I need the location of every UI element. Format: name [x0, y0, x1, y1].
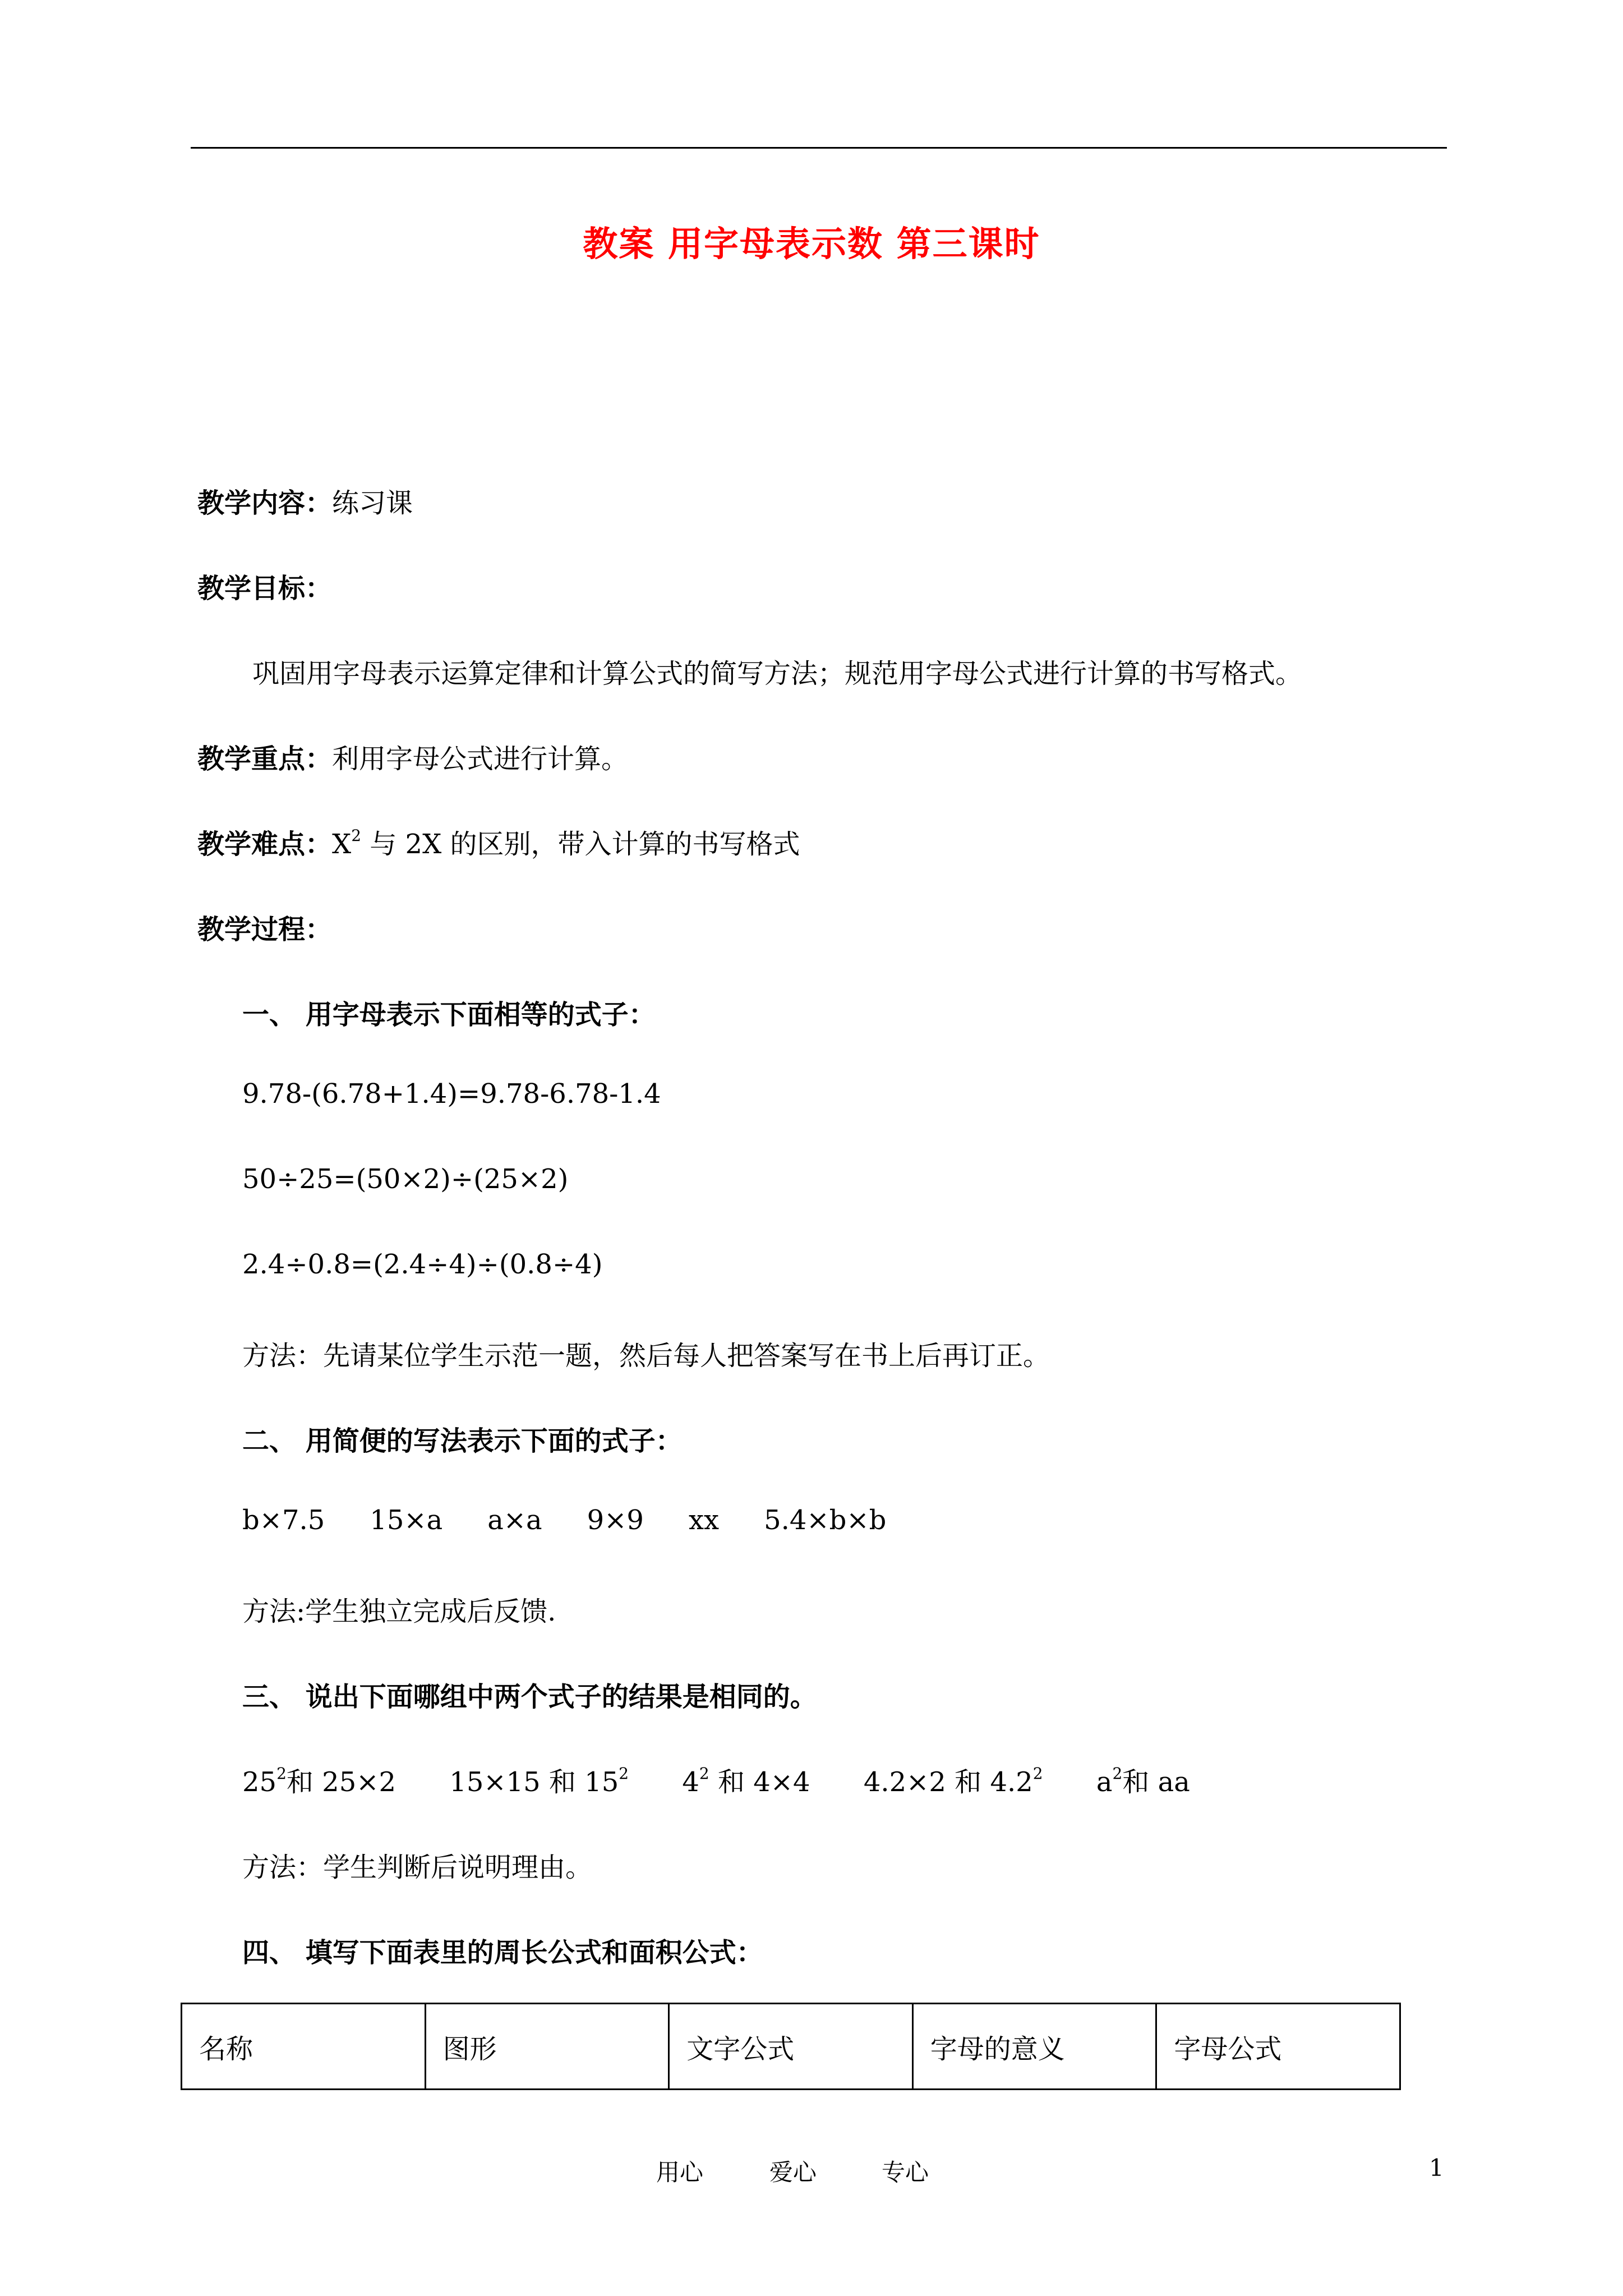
section2-items [242, 1504, 886, 1536]
table-header-cell: 文字公式 [669, 2004, 913, 2090]
content-label: 教学内容： [197, 487, 333, 519]
difficulty-sup: 2 [351, 826, 362, 845]
section4-heading: 四、 填写下面表里的周长公式和面积公式： [242, 1937, 763, 1968]
section2-item: xx [688, 1504, 720, 1536]
focus-label: 教学重点： [197, 743, 333, 775]
difficulty-x: X [332, 829, 352, 860]
footer-text-3: 专心 [882, 2159, 929, 2186]
group-5: $a^2$和 aa [1096, 1764, 1190, 1798]
header-rule [191, 147, 1447, 149]
group-3: $4^2$ 和 4×4 [682, 1764, 810, 1798]
section1-method: 方法：先请某位学生示范一题，然后每人把答案写在书上后再订正。 [242, 1340, 1050, 1372]
page-number: 1 [1429, 2154, 1444, 2182]
section3-groups [242, 1760, 1190, 1799]
difficulty-label: 教学难点： [197, 829, 333, 860]
goal-line [197, 567, 332, 605]
section2-method: 方法:学生独立完成后反馈. [242, 1596, 556, 1627]
section1-heading: 一、 用字母表示下面相等的式子： [242, 999, 656, 1030]
page-title: 教案 用字母表示数 第三课时 [583, 223, 1040, 264]
focus-value: 利用字母公式进行计算。 [332, 743, 629, 775]
table-header-cell: 字母公式 [1156, 2004, 1400, 2090]
table-header-cell: 图形 [425, 2004, 669, 2090]
section2-item: a×a [487, 1504, 542, 1536]
goal-text: 巩固用字母表示运算定律和计算公式的简写方法；规范用字母公式进行计算的书写格式。 [252, 658, 1303, 689]
section1-expr3: 2.4÷0.8=(2.4÷4)÷(0.8÷4) [242, 1249, 603, 1280]
section1-expr2: 50÷25=(50×2)÷(25×2) [242, 1163, 569, 1195]
process-line [197, 908, 332, 946]
content-value: 练习课 [332, 487, 413, 519]
group-2: 15×15 和 $15^2$ [449, 1764, 629, 1798]
group-1: $25^2$和 25×2 [242, 1764, 396, 1798]
footer-text-1: 用心 [656, 2159, 704, 2186]
difficulty-line [197, 822, 800, 861]
difficulty-rest: 与 2X 的区别，带入计算的书写格式 [361, 829, 800, 860]
section3-method: 方法：学生判断后说明理由。 [242, 1852, 593, 1883]
footer-text-2: 爱心 [769, 2159, 817, 2186]
goal-label: 教学目标： [197, 573, 333, 604]
section2-heading: 二、 用简便的写法表示下面的式子： [242, 1425, 683, 1457]
section2-item: 5.4×b×b [764, 1504, 887, 1536]
section3-heading: 三、 说出下面哪组中两个式子的结果是相同的。 [242, 1681, 817, 1713]
table-header-row [182, 2004, 1400, 2090]
section2-item: 9×9 [587, 1504, 644, 1536]
section2-item: 15×a [370, 1504, 443, 1536]
group-4: 4.2×2 和 $4.2^2$ [863, 1764, 1043, 1798]
formula-table [181, 2003, 1401, 2090]
table-header-cell: 字母的意义 [912, 2004, 1156, 2090]
process-label: 教学过程： [197, 914, 333, 945]
section2-item: b×7.5 [242, 1504, 325, 1536]
section1-expr1: 9.78-(6.78+1.4)=9.78-6.78-1.4 [242, 1078, 661, 1110]
table-header-cell: 名称 [182, 2004, 426, 2090]
content-line [197, 481, 413, 520]
focus-line [197, 737, 628, 776]
